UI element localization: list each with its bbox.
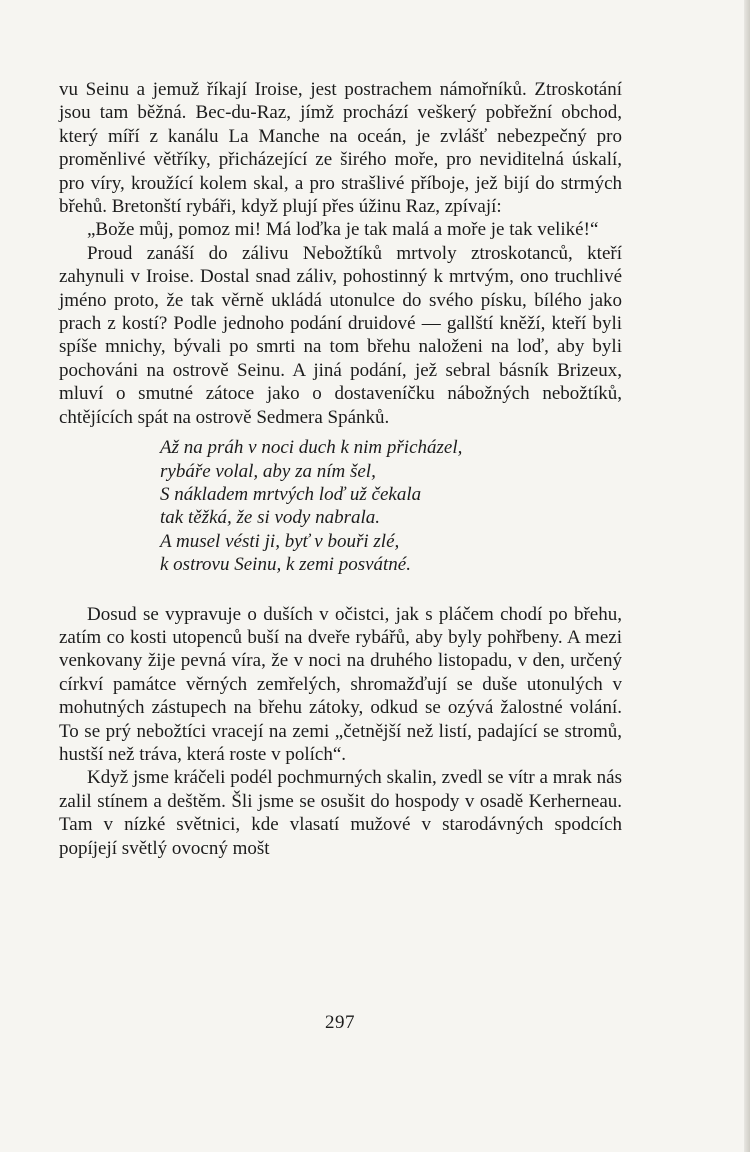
page-edge-shadow	[744, 0, 750, 1152]
poem-line: A musel vésti ji, byť v bouři zlé,	[160, 530, 400, 552]
paragraph-souls-purgatory: Dosud se vypravuje o duších v očistci, jak s pláčem chodí po břehu, zatím co kosti utopenců buší na dveře rybářů, aby byly pohřbeny. A mezi venkovany žije pevná víra, že v noci na druhého listopadu, v den, určený církví památce věrných zemřelých, shromažďují se duše utonulých v mohutných zástupech na břehu zátoky, odkud se ozývá žalostné volání. To se prý nebožtíci vracejí na zemi „četnější než listí, padající se stromů, hustší než tráva, která roste v polích“.	[59, 603, 622, 765]
section-gap	[59, 577, 622, 603]
poem-line: rybáře volal, aby za ním šel,	[160, 460, 376, 482]
poem-line: k ostrovu Seinu, k zemi posvátné.	[160, 554, 411, 576]
paragraph-kerherneau: Když jsme kráčeli podél pochmurných skalin, zvedl se vítr a mrak nás zalil stínem a deštěm. Šli jsme se osušit do hospody v osadě Kerherneau. Tam v nízké světnici, kde vlasatí mužové v starodávných spodcích popíjejí světlý ovocný mošt	[59, 767, 622, 859]
paragraph-fisherman-song: „Bože můj, pomoz mi! Má loďka je tak malá a moře je tak veliké!“	[87, 219, 599, 241]
poem-line: tak těžká, že si vody nabrala.	[160, 507, 381, 529]
page-text	[59, 78, 622, 860]
paragraph-bay-of-dead: Proud zanáší do zálivu Nebožtíků mrtvoly ztroskotanců, kteří zahynuli v Iroise. Dostal snad záliv, pohostinný k mrtvým, ono truchlivé jméno proto, že tak věrně ukládá utonulce do svého písku, bílého jako prach z kostí? Podle jednoho podání druidové — gallští kněží, kteří byli spíše mnichy, bývali po smrti na tom břehu naloženi na loď, aby byli pochováni na ostrově Seinu. A jiná podání, jež sebral básník Brizeux, mluví o smutné zátoce jako o dostaveníčku nábožných nebožtíků, chtějících spát na ostrově Sedmera Spánků.	[59, 242, 622, 428]
poem-line: Až na práh v noci duch k nim přicházel,	[160, 437, 463, 459]
poem-line: S nákladem mrtvých loď už čekala	[160, 483, 422, 505]
page-number: 297	[325, 1012, 355, 1033]
poem-verse	[160, 436, 622, 576]
paragraph-continuation: vu Seinu a jemuž říkají Iroise, jest postrachem námořníků. Ztroskotání jsou tam běžná. Bec-du-Raz, jímž prochází veškerý pobřežní obchod, který míří z kanálu La Manche na oceán, je zvlášť nebezpečný pro proměnlivé větříky, přicházející ze širého moře, pro neviditelná úskalí, pro víry, kroužící kolem skal, a pro strašlivé příboje, jež bijí do strmých břehů. Bretonští rybáři, když plují přes úžinu Raz, zpívají:	[59, 79, 622, 218]
